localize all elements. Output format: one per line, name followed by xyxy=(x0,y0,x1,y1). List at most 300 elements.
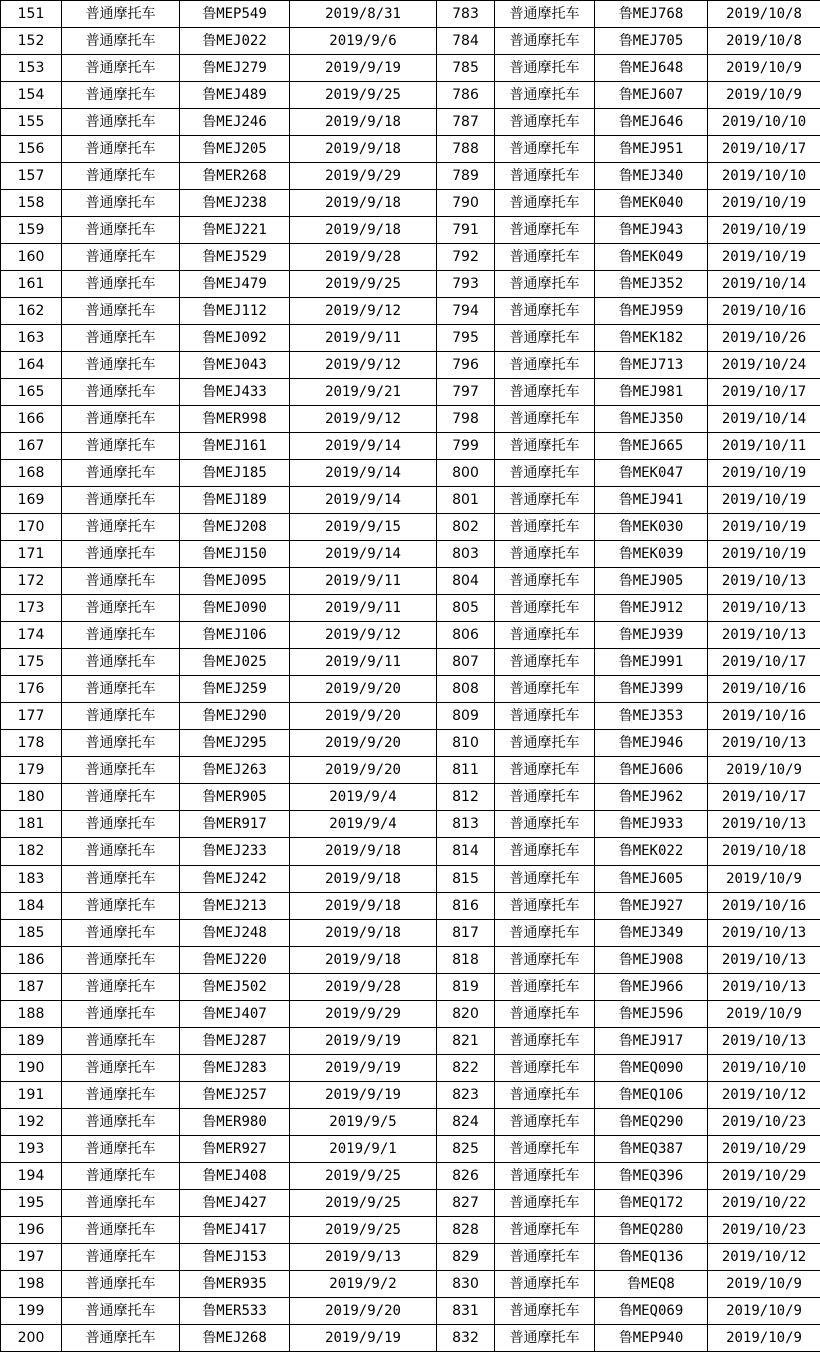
serial-number-right: 799 xyxy=(437,433,495,460)
plate-number-left: 鲁MEJ408 xyxy=(180,1162,290,1189)
vehicle-type-right: 普通摩托车 xyxy=(495,595,595,622)
vehicle-type-right: 普通摩托车 xyxy=(495,1243,595,1270)
serial-number-left: 199 xyxy=(1,1297,62,1324)
table-row xyxy=(1,1027,820,1054)
serial-number-left: 190 xyxy=(1,1054,62,1081)
plate-number-right: 鲁MEJ943 xyxy=(595,217,708,244)
plate-number-left: 鲁MEJ279 xyxy=(180,55,290,82)
serial-number-left: 200 xyxy=(1,1324,62,1351)
date-left: 2019/9/18 xyxy=(290,838,437,865)
table-row xyxy=(1,163,820,190)
plate-number-left: 鲁MER268 xyxy=(180,163,290,190)
serial-number-right: 806 xyxy=(437,622,495,649)
plate-number-left: 鲁MEJ106 xyxy=(180,622,290,649)
vehicle-type-left: 普通摩托车 xyxy=(62,55,180,82)
date-right: 2019/10/9 xyxy=(708,1000,820,1027)
vehicle-type-left: 普通摩托车 xyxy=(62,1000,180,1027)
plate-number-right: 鲁MEJ646 xyxy=(595,109,708,136)
serial-number-left: 152 xyxy=(1,28,62,55)
date-right: 2019/10/22 xyxy=(708,1189,820,1216)
plate-number-left: 鲁MEJ502 xyxy=(180,973,290,1000)
table-row xyxy=(1,514,820,541)
serial-number-right: 827 xyxy=(437,1189,495,1216)
date-left: 2019/9/11 xyxy=(290,595,437,622)
serial-number-right: 815 xyxy=(437,865,495,892)
plate-number-right: 鲁MEQ090 xyxy=(595,1054,708,1081)
serial-number-left: 174 xyxy=(1,622,62,649)
date-left: 2019/9/20 xyxy=(290,730,437,757)
plate-number-right: 鲁MEQ8 xyxy=(595,1270,708,1297)
vehicle-type-left: 普通摩托车 xyxy=(62,28,180,55)
vehicle-type-right: 普通摩托车 xyxy=(495,730,595,757)
date-left: 2019/9/20 xyxy=(290,757,437,784)
vehicle-type-left: 普通摩托车 xyxy=(62,919,180,946)
date-left: 2019/8/31 xyxy=(290,1,437,28)
plate-number-right: 鲁MEJ768 xyxy=(595,1,708,28)
vehicle-type-right: 普通摩托车 xyxy=(495,298,595,325)
table-row xyxy=(1,28,820,55)
serial-number-left: 185 xyxy=(1,919,62,946)
plate-number-left: 鲁MEP549 xyxy=(180,1,290,28)
serial-number-left: 169 xyxy=(1,487,62,514)
vehicle-type-right: 普通摩托车 xyxy=(495,55,595,82)
vehicle-type-left: 普通摩托车 xyxy=(62,1,180,28)
date-right: 2019/10/19 xyxy=(708,460,820,487)
vehicle-type-left: 普通摩托车 xyxy=(62,892,180,919)
vehicle-type-left: 普通摩托车 xyxy=(62,352,180,379)
vehicle-type-right: 普通摩托车 xyxy=(495,784,595,811)
vehicle-type-right: 普通摩托车 xyxy=(495,1108,595,1135)
plate-number-right: 鲁MEQ290 xyxy=(595,1108,708,1135)
plate-number-left: 鲁MEJ161 xyxy=(180,433,290,460)
date-right: 2019/10/14 xyxy=(708,406,820,433)
serial-number-left: 173 xyxy=(1,595,62,622)
serial-number-right: 789 xyxy=(437,163,495,190)
date-right: 2019/10/17 xyxy=(708,784,820,811)
plate-number-right: 鲁MEJ981 xyxy=(595,379,708,406)
vehicle-type-left: 普通摩托车 xyxy=(62,190,180,217)
plate-number-left: 鲁MER998 xyxy=(180,406,290,433)
vehicle-type-left: 普通摩托车 xyxy=(62,676,180,703)
serial-number-right: 811 xyxy=(437,757,495,784)
serial-number-right: 801 xyxy=(437,487,495,514)
serial-number-left: 196 xyxy=(1,1216,62,1243)
plate-number-left: 鲁MEJ213 xyxy=(180,892,290,919)
date-left: 2019/9/18 xyxy=(290,190,437,217)
vehicle-type-right: 普通摩托车 xyxy=(495,541,595,568)
serial-number-right: 807 xyxy=(437,649,495,676)
plate-number-left: 鲁MEJ153 xyxy=(180,1243,290,1270)
table-row xyxy=(1,649,820,676)
vehicle-type-left: 普通摩托车 xyxy=(62,1324,180,1351)
date-right: 2019/10/19 xyxy=(708,217,820,244)
date-right: 2019/10/12 xyxy=(708,1081,820,1108)
serial-number-right: 800 xyxy=(437,460,495,487)
date-right: 2019/10/13 xyxy=(708,919,820,946)
date-right: 2019/10/13 xyxy=(708,1027,820,1054)
serial-number-right: 783 xyxy=(437,1,495,28)
serial-number-left: 176 xyxy=(1,676,62,703)
table-row xyxy=(1,784,820,811)
date-left: 2019/9/28 xyxy=(290,973,437,1000)
plate-number-right: 鲁MEJ917 xyxy=(595,1027,708,1054)
plate-number-left: 鲁MER927 xyxy=(180,1135,290,1162)
vehicle-type-left: 普通摩托车 xyxy=(62,217,180,244)
date-left: 2019/9/29 xyxy=(290,1000,437,1027)
date-left: 2019/9/6 xyxy=(290,28,437,55)
date-right: 2019/10/9 xyxy=(708,82,820,109)
serial-number-right: 797 xyxy=(437,379,495,406)
serial-number-left: 195 xyxy=(1,1189,62,1216)
vehicle-type-right: 普通摩托车 xyxy=(495,1216,595,1243)
serial-number-right: 832 xyxy=(437,1324,495,1351)
table-row xyxy=(1,487,820,514)
vehicle-type-left: 普通摩托车 xyxy=(62,406,180,433)
plate-number-right: 鲁MEJ352 xyxy=(595,271,708,298)
plate-number-left: 鲁MEJ025 xyxy=(180,649,290,676)
date-left: 2019/9/19 xyxy=(290,1081,437,1108)
plate-number-left: 鲁MEJ246 xyxy=(180,109,290,136)
vehicle-type-left: 普通摩托车 xyxy=(62,730,180,757)
table-row xyxy=(1,1081,820,1108)
vehicle-type-right: 普通摩托车 xyxy=(495,676,595,703)
plate-number-right: 鲁MEJ349 xyxy=(595,919,708,946)
vehicle-type-right: 普通摩托车 xyxy=(495,163,595,190)
vehicle-type-right: 普通摩托车 xyxy=(495,1027,595,1054)
table-row xyxy=(1,1324,820,1351)
plate-number-right: 鲁MEJ596 xyxy=(595,1000,708,1027)
date-left: 2019/9/19 xyxy=(290,1324,437,1351)
vehicle-type-left: 普通摩托车 xyxy=(62,1027,180,1054)
serial-number-right: 812 xyxy=(437,784,495,811)
serial-number-right: 818 xyxy=(437,946,495,973)
date-right: 2019/10/10 xyxy=(708,109,820,136)
plate-number-left: 鲁MEJ221 xyxy=(180,217,290,244)
serial-number-left: 189 xyxy=(1,1027,62,1054)
plate-number-right: 鲁MEJ350 xyxy=(595,406,708,433)
vehicle-type-right: 普通摩托车 xyxy=(495,946,595,973)
vehicle-type-left: 普通摩托车 xyxy=(62,487,180,514)
table-row xyxy=(1,1000,820,1027)
plate-number-right: 鲁MEJ966 xyxy=(595,973,708,1000)
plate-number-left: 鲁MEJ427 xyxy=(180,1189,290,1216)
vehicle-type-right: 普通摩托车 xyxy=(495,433,595,460)
date-right: 2019/10/13 xyxy=(708,568,820,595)
vehicle-type-left: 普通摩托车 xyxy=(62,244,180,271)
serial-number-left: 160 xyxy=(1,244,62,271)
date-right: 2019/10/13 xyxy=(708,946,820,973)
serial-number-left: 194 xyxy=(1,1162,62,1189)
table-row xyxy=(1,892,820,919)
plate-number-right: 鲁MEK039 xyxy=(595,541,708,568)
serial-number-right: 793 xyxy=(437,271,495,298)
date-left: 2019/9/20 xyxy=(290,676,437,703)
serial-number-left: 175 xyxy=(1,649,62,676)
plate-number-right: 鲁MEJ912 xyxy=(595,595,708,622)
table-row xyxy=(1,1108,820,1135)
date-left: 2019/9/5 xyxy=(290,1108,437,1135)
vehicle-type-right: 普通摩托车 xyxy=(495,1297,595,1324)
table-row xyxy=(1,622,820,649)
vehicle-type-right: 普通摩托车 xyxy=(495,568,595,595)
serial-number-right: 816 xyxy=(437,892,495,919)
serial-number-right: 788 xyxy=(437,136,495,163)
plate-number-right: 鲁MEJ665 xyxy=(595,433,708,460)
vehicle-type-right: 普通摩托车 xyxy=(495,703,595,730)
vehicle-type-left: 普通摩托车 xyxy=(62,838,180,865)
date-right: 2019/10/8 xyxy=(708,28,820,55)
plate-number-right: 鲁MEJ353 xyxy=(595,703,708,730)
date-right: 2019/10/16 xyxy=(708,703,820,730)
date-left: 2019/9/25 xyxy=(290,1216,437,1243)
plate-number-right: 鲁MEQ069 xyxy=(595,1297,708,1324)
vehicle-type-left: 普通摩托车 xyxy=(62,865,180,892)
vehicle-type-left: 普通摩托车 xyxy=(62,703,180,730)
table-row xyxy=(1,1216,820,1243)
vehicle-type-left: 普通摩托车 xyxy=(62,379,180,406)
vehicle-type-right: 普通摩托车 xyxy=(495,1270,595,1297)
serial-number-right: 824 xyxy=(437,1108,495,1135)
vehicle-type-right: 普通摩托车 xyxy=(495,82,595,109)
serial-number-left: 180 xyxy=(1,784,62,811)
vehicle-type-right: 普通摩托车 xyxy=(495,865,595,892)
serial-number-right: 803 xyxy=(437,541,495,568)
vehicle-type-right: 普通摩托车 xyxy=(495,1162,595,1189)
date-left: 2019/9/11 xyxy=(290,568,437,595)
plate-number-right: 鲁MEJ905 xyxy=(595,568,708,595)
plate-number-right: 鲁MEQ172 xyxy=(595,1189,708,1216)
plate-number-left: 鲁MEJ205 xyxy=(180,136,290,163)
vehicle-type-right: 普通摩托车 xyxy=(495,973,595,1000)
date-left: 2019/9/18 xyxy=(290,946,437,973)
plate-number-left: 鲁MEJ238 xyxy=(180,190,290,217)
serial-number-left: 163 xyxy=(1,325,62,352)
vehicle-type-right: 普通摩托车 xyxy=(495,190,595,217)
serial-number-right: 820 xyxy=(437,1000,495,1027)
table-row xyxy=(1,757,820,784)
date-right: 2019/10/16 xyxy=(708,892,820,919)
plate-number-left: 鲁MER980 xyxy=(180,1108,290,1135)
date-left: 2019/9/28 xyxy=(290,244,437,271)
date-right: 2019/10/18 xyxy=(708,838,820,865)
vehicle-type-left: 普通摩托车 xyxy=(62,1054,180,1081)
vehicle-type-right: 普通摩托车 xyxy=(495,514,595,541)
serial-number-left: 151 xyxy=(1,1,62,28)
serial-number-right: 829 xyxy=(437,1243,495,1270)
plate-number-left: 鲁MER917 xyxy=(180,811,290,838)
serial-number-right: 805 xyxy=(437,595,495,622)
table-row xyxy=(1,838,820,865)
plate-number-right: 鲁MEQ280 xyxy=(595,1216,708,1243)
table-row xyxy=(1,703,820,730)
date-right: 2019/10/26 xyxy=(708,325,820,352)
date-left: 2019/9/14 xyxy=(290,433,437,460)
table-row xyxy=(1,973,820,1000)
date-left: 2019/9/18 xyxy=(290,136,437,163)
vehicle-type-right: 普通摩托车 xyxy=(495,1189,595,1216)
serial-number-right: 796 xyxy=(437,352,495,379)
serial-number-left: 166 xyxy=(1,406,62,433)
vehicle-type-left: 普通摩托车 xyxy=(62,946,180,973)
serial-number-right: 808 xyxy=(437,676,495,703)
vehicle-type-left: 普通摩托车 xyxy=(62,1162,180,1189)
plate-number-left: 鲁MEJ220 xyxy=(180,946,290,973)
serial-number-right: 798 xyxy=(437,406,495,433)
table-row xyxy=(1,1135,820,1162)
serial-number-left: 192 xyxy=(1,1108,62,1135)
plate-number-left: 鲁MEJ233 xyxy=(180,838,290,865)
date-left: 2019/9/14 xyxy=(290,487,437,514)
plate-number-right: 鲁MEJ939 xyxy=(595,622,708,649)
date-right: 2019/10/16 xyxy=(708,676,820,703)
serial-number-right: 785 xyxy=(437,55,495,82)
plate-number-left: 鲁MEJ248 xyxy=(180,919,290,946)
table-row xyxy=(1,1054,820,1081)
plate-number-right: 鲁MEJ946 xyxy=(595,730,708,757)
serial-number-left: 187 xyxy=(1,973,62,1000)
date-left: 2019/9/25 xyxy=(290,82,437,109)
serial-number-right: 809 xyxy=(437,703,495,730)
plate-number-left: 鲁MEJ295 xyxy=(180,730,290,757)
vehicle-type-right: 普通摩托车 xyxy=(495,460,595,487)
table-row xyxy=(1,271,820,298)
serial-number-left: 191 xyxy=(1,1081,62,1108)
vehicle-type-left: 普通摩托车 xyxy=(62,541,180,568)
vehicle-type-left: 普通摩托车 xyxy=(62,1297,180,1324)
date-left: 2019/9/18 xyxy=(290,217,437,244)
vehicle-type-left: 普通摩托车 xyxy=(62,271,180,298)
plate-number-right: 鲁MEJ933 xyxy=(595,811,708,838)
serial-number-left: 197 xyxy=(1,1243,62,1270)
vehicle-type-right: 普通摩托车 xyxy=(495,28,595,55)
vehicle-type-right: 普通摩托车 xyxy=(495,1054,595,1081)
date-right: 2019/10/13 xyxy=(708,622,820,649)
serial-number-left: 171 xyxy=(1,541,62,568)
serial-number-left: 154 xyxy=(1,82,62,109)
serial-number-left: 183 xyxy=(1,865,62,892)
table-row xyxy=(1,136,820,163)
table-row xyxy=(1,1297,820,1324)
serial-number-left: 168 xyxy=(1,460,62,487)
date-left: 2019/9/20 xyxy=(290,1297,437,1324)
serial-number-left: 153 xyxy=(1,55,62,82)
date-right: 2019/10/13 xyxy=(708,973,820,1000)
date-right: 2019/10/29 xyxy=(708,1162,820,1189)
serial-number-left: 181 xyxy=(1,811,62,838)
plate-number-left: 鲁MEJ290 xyxy=(180,703,290,730)
date-left: 2019/9/4 xyxy=(290,784,437,811)
vehicle-type-left: 普通摩托车 xyxy=(62,649,180,676)
serial-number-right: 810 xyxy=(437,730,495,757)
date-left: 2019/9/29 xyxy=(290,163,437,190)
vehicle-type-right: 普通摩托车 xyxy=(495,757,595,784)
plate-number-left: 鲁MEJ407 xyxy=(180,1000,290,1027)
vehicle-type-left: 普通摩托车 xyxy=(62,433,180,460)
plate-number-right: 鲁MEJ713 xyxy=(595,352,708,379)
date-right: 2019/10/9 xyxy=(708,865,820,892)
serial-number-right: 821 xyxy=(437,1027,495,1054)
table-row xyxy=(1,325,820,352)
date-left: 2019/9/12 xyxy=(290,406,437,433)
serial-number-right: 825 xyxy=(437,1135,495,1162)
table-row xyxy=(1,811,820,838)
vehicle-type-right: 普通摩托车 xyxy=(495,406,595,433)
serial-number-left: 170 xyxy=(1,514,62,541)
plate-number-right: 鲁MEJ962 xyxy=(595,784,708,811)
vehicle-type-left: 普通摩托车 xyxy=(62,1243,180,1270)
date-left: 2019/9/12 xyxy=(290,298,437,325)
date-right: 2019/10/16 xyxy=(708,298,820,325)
date-right: 2019/10/13 xyxy=(708,730,820,757)
plate-number-left: 鲁MEJ112 xyxy=(180,298,290,325)
plate-number-left: 鲁MEJ092 xyxy=(180,325,290,352)
date-right: 2019/10/10 xyxy=(708,1054,820,1081)
plate-number-right: 鲁MEJ605 xyxy=(595,865,708,892)
vehicle-type-right: 普通摩托车 xyxy=(495,1324,595,1351)
date-left: 2019/9/18 xyxy=(290,892,437,919)
serial-number-right: 823 xyxy=(437,1081,495,1108)
serial-number-left: 158 xyxy=(1,190,62,217)
plate-number-left: 鲁MEJ257 xyxy=(180,1081,290,1108)
table-row xyxy=(1,865,820,892)
vehicle-type-right: 普通摩托车 xyxy=(495,379,595,406)
plate-number-left: 鲁MEJ242 xyxy=(180,865,290,892)
vehicle-type-left: 普通摩托车 xyxy=(62,82,180,109)
table-row xyxy=(1,82,820,109)
plate-number-right: 鲁MEJ927 xyxy=(595,892,708,919)
date-right: 2019/10/9 xyxy=(708,1324,820,1351)
plate-number-left: 鲁MEJ417 xyxy=(180,1216,290,1243)
vehicle-type-left: 普通摩托车 xyxy=(62,1081,180,1108)
vehicle-type-right: 普通摩托车 xyxy=(495,892,595,919)
plate-number-right: 鲁MEJ705 xyxy=(595,28,708,55)
serial-number-right: 822 xyxy=(437,1054,495,1081)
vehicle-type-left: 普通摩托车 xyxy=(62,325,180,352)
plate-number-right: 鲁MEQ396 xyxy=(595,1162,708,1189)
table-row xyxy=(1,1162,820,1189)
plate-number-right: 鲁MEJ606 xyxy=(595,757,708,784)
serial-number-left: 165 xyxy=(1,379,62,406)
vehicle-type-right: 普通摩托车 xyxy=(495,244,595,271)
date-right: 2019/10/10 xyxy=(708,163,820,190)
serial-number-left: 172 xyxy=(1,568,62,595)
serial-number-right: 802 xyxy=(437,514,495,541)
date-left: 2019/9/1 xyxy=(290,1135,437,1162)
table-row xyxy=(1,352,820,379)
serial-number-left: 182 xyxy=(1,838,62,865)
plate-number-left: 鲁MEJ185 xyxy=(180,460,290,487)
serial-number-left: 188 xyxy=(1,1000,62,1027)
date-right: 2019/10/19 xyxy=(708,190,820,217)
serial-number-right: 830 xyxy=(437,1270,495,1297)
serial-number-right: 819 xyxy=(437,973,495,1000)
table-row xyxy=(1,379,820,406)
vehicle-type-right: 普通摩托车 xyxy=(495,919,595,946)
table-row xyxy=(1,109,820,136)
table-row xyxy=(1,1189,820,1216)
table-row xyxy=(1,541,820,568)
date-left: 2019/9/12 xyxy=(290,622,437,649)
vehicle-type-left: 普通摩托车 xyxy=(62,1216,180,1243)
vehicle-type-left: 普通摩托车 xyxy=(62,1270,180,1297)
serial-number-left: 161 xyxy=(1,271,62,298)
table-row xyxy=(1,1243,820,1270)
serial-number-left: 167 xyxy=(1,433,62,460)
plate-number-right: 鲁MEQ387 xyxy=(595,1135,708,1162)
serial-number-left: 193 xyxy=(1,1135,62,1162)
date-right: 2019/10/29 xyxy=(708,1135,820,1162)
date-right: 2019/10/12 xyxy=(708,1243,820,1270)
